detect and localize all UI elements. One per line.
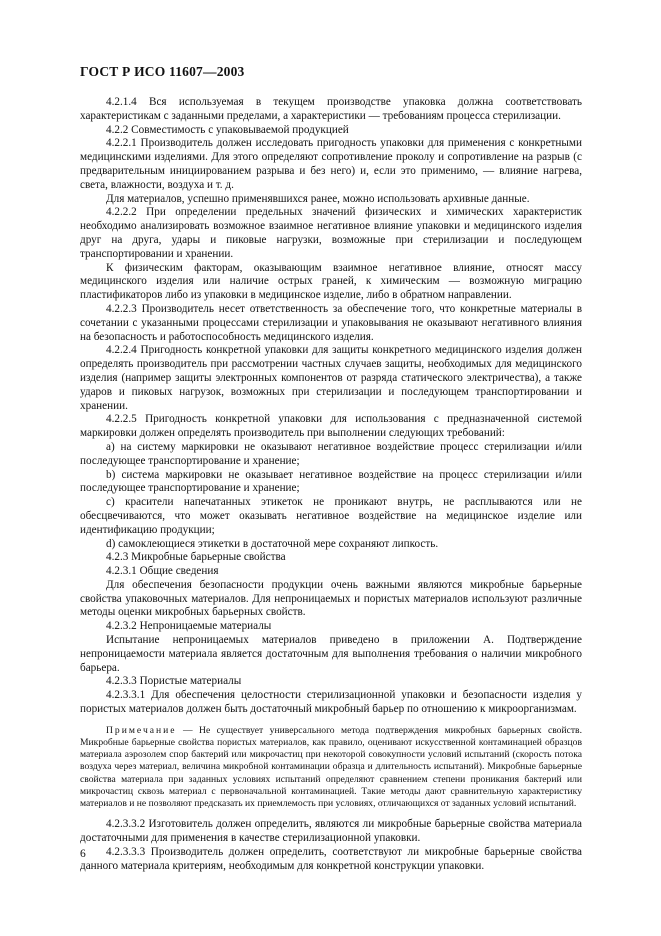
paragraph: 4.2.2.2 При определении предельных значений физических и химических характеристик необходимо анализировать возможное взаимное негативное влияние упаковки и медицинского изделия друг на друга, удары и пиковые нагрузки, возможные при стерилизации и последующем транспортировании и хранении. (80, 206, 582, 260)
section-heading: 4.2.3.3 Пористые материалы (106, 675, 242, 688)
paragraph: Для материалов, успешно применявшихся ранее, можно использовать архивные данные. (106, 192, 530, 205)
list-item: b) система маркировки не оказывает негативное воздействие на процесс стерилизации и/или последующее транспортирование и хранение; (80, 468, 582, 495)
section-heading: 4.2.3.1 Общие сведения (106, 565, 219, 578)
paragraph: 4.2.3.3.2 Изготовитель должен определить, являются ли микробные барьерные свойства материала достаточными для применения в качестве стерилизационной упаковки. (80, 818, 582, 845)
section-heading: 4.2.3.2 Непроницаемые материалы (106, 620, 272, 633)
document-header: ГОСТ Р ИСО 11607—2003 (80, 64, 245, 79)
note-text: — Не существует универсального метода подтверждения микробных барьерных свойств. Микробные барьерные свойства пористых материалов, как правило, оценивают искусственной контаминацией образцов материала аэрозолем спор бактерий или микрочастиц при некоторой совокупности условий испытаний (скорость потока воздуха через материал, величина микробной контаминации образца и длительность испытаний). Микробные барьерные свойства материала при заданных условиях испытаний определяют сравнением степени проникания бактерий или микрочастиц сквозь материал с первоначальной контаминацией. Такие методы дают сравнительную характеристику материалов и не позволяют предсказать их приемлемость при условиях, отличающихся от заданных условий испытаний. (80, 724, 582, 810)
paragraph: 4.2.2.1 Производитель должен исследовать пригодность упаковки для применения с конкретными медицинскими изделиями. Для этого определяют сопротивление проколу и сопротивление на разрыв (с предварительным инициированием разрыва и без него) и, если это применимо, — влияние нагрева, света, влажности, воздуха и т. д. (80, 137, 582, 191)
paragraph: 4.2.2.4 Пригодность конкретной упаковки для защиты конкретного медицинского изделия должен определять производитель при рассмотрении частных случаев защиты, необходимых для медицинского изделия (например защиты электронных компонентов от разряда статического электричества), а также ударов и пиковых нагрузок, возможных при стерилизации и последующем транспортировании и хранении. (80, 344, 582, 412)
note-label: Примечание (106, 724, 177, 736)
paragraph: К физическим факторам, оказывающим взаимное негативное влияние, относят массу медицинского изделия или наличие острых граней, к химическим — возможную миграцию пластификаторов либо из упаковки в медицинское изделие, либо в обратном направлении. (80, 261, 582, 302)
paragraph: 4.2.3.3.1 Для обеспечения целостности стерилизационной упаковки и безопасности изделия у пористых материалов должен быть достаточный микробный барьер по отношению к микроорганизмам. (80, 689, 582, 716)
list-item: d) самоклеющиеся этикетки в достаточной мере сохраняют липкость. (106, 537, 439, 550)
paragraph: Для обеспечения безопасности продукции очень важными являются микробные барьерные свойства упаковочных материалов. Для непроницаемых и пористых материалов используют различные методы оценки микробных барьерных свойств. (80, 578, 582, 619)
paragraph: Испытание непроницаемых материалов приведено в приложении А. Подтверждение непроницаемости материала является достаточным для выполнения требования о наличии микробного барьера. (80, 634, 582, 674)
section-heading: 4.2.2 Совместимость с упаковываемой продукцией (106, 123, 349, 136)
note (80, 725, 582, 810)
list-item: c) красители напечатанных этикеток не проникают внутрь, не расплываются или не обесцвечиваются, что может оказывать негативное воздействие на медицинское изделие или идентификацию продукции; (80, 496, 582, 536)
page-number: 6 (80, 848, 86, 860)
paragraph: 4.2.2.5 Пригодность конкретной упаковки для использования с предназначенной системой маркировки должен определять производитель при выполнении следующих требований: (80, 413, 582, 440)
paragraph: 4.2.1.4 Вся используемая в текущем производстве упаковка должна соответствовать характеристикам с заданными пределами, а характеристики — требованиям процесса стерилизации. (80, 96, 582, 122)
document-body (80, 96, 582, 873)
list-item: a) на систему маркировки не оказывают негативное воздействие процесс стерилизации и/или последующее транспортирование и хранение; (80, 440, 582, 467)
section-heading: 4.2.3 Микробные барьерные свойства (106, 551, 286, 564)
paragraph: 4.2.3.3.3 Производитель должен определить, соответствуют ли микробные барьерные свойства данного материала критериям, необходимым для конкретной конструкции упаковки. (80, 845, 582, 872)
paragraph: 4.2.2.3 Производитель несет ответственность за обеспечение того, что конкретные материалы в сочетании с указанными процессами стерилизации и упаковывания не оказывают негативного влияния на безопасность и работоспособность медицинского изделия. (80, 302, 582, 343)
